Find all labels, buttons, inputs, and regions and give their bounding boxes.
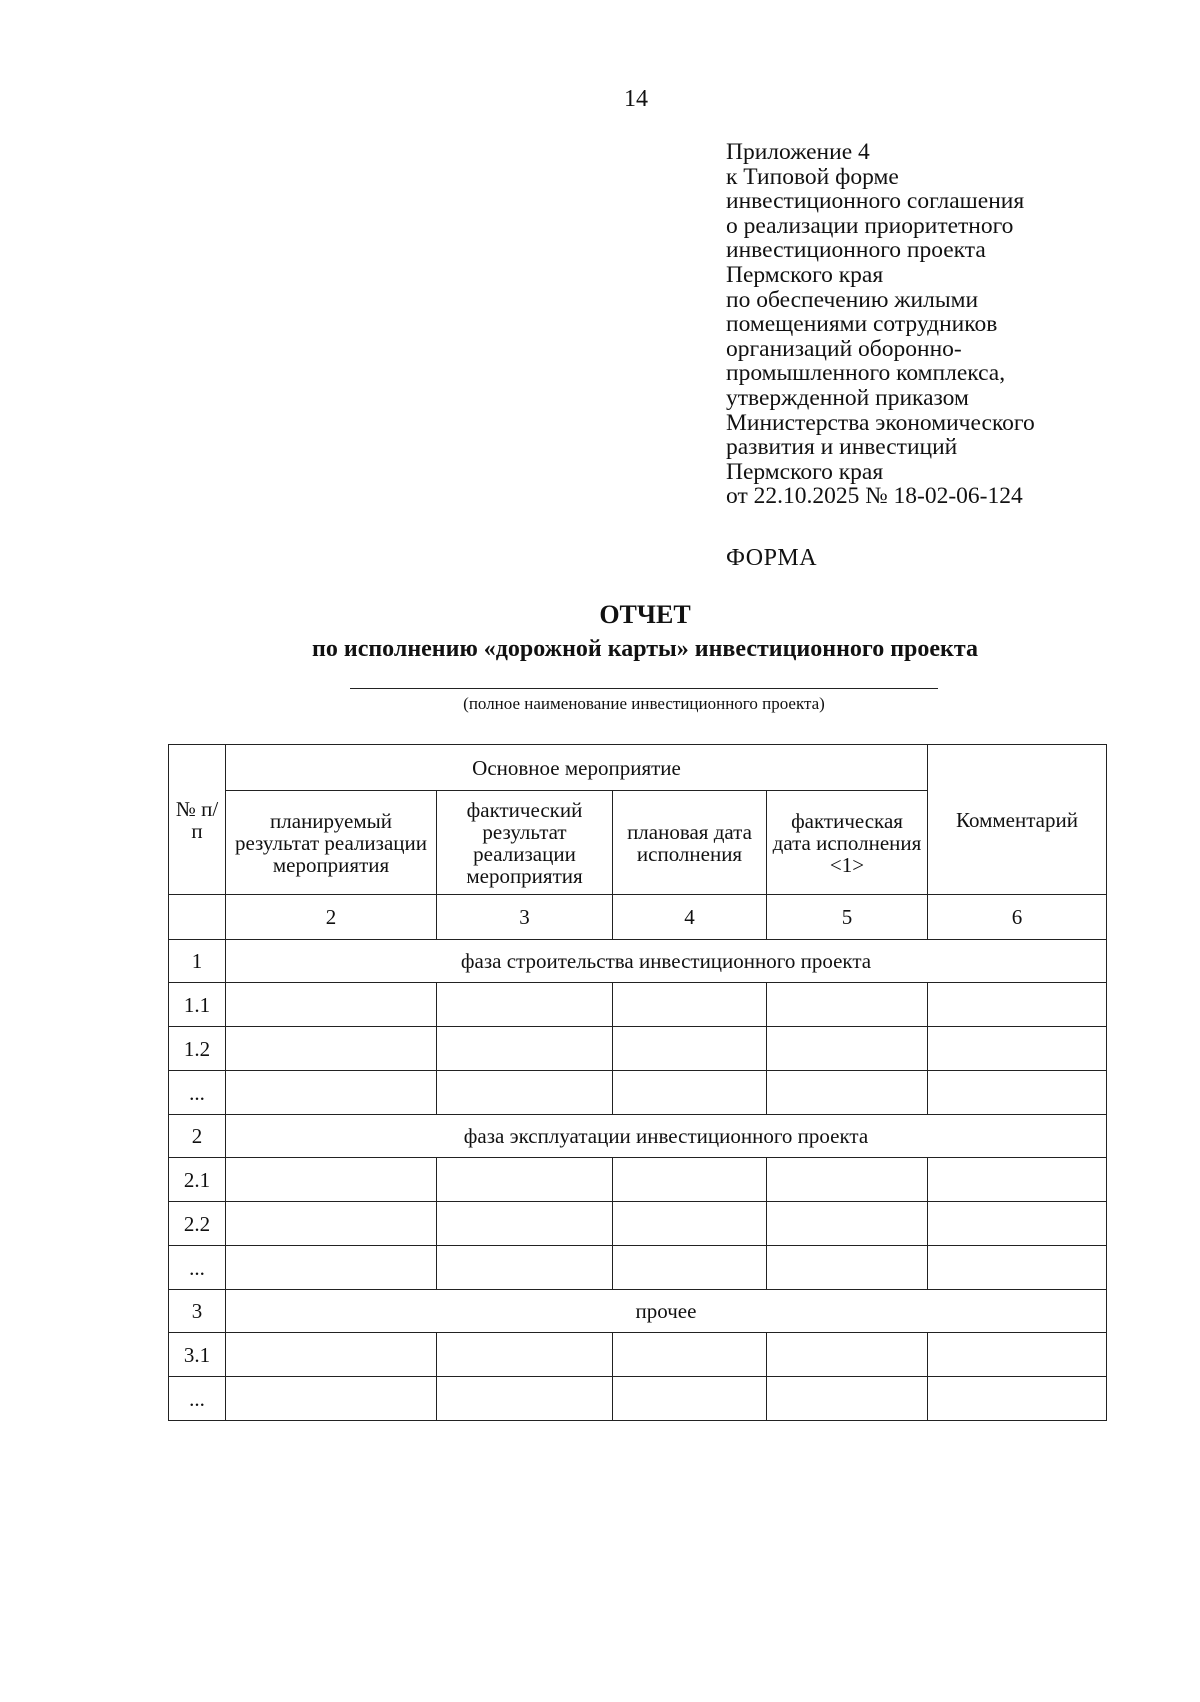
appendix-line: инвестиционного проекта (726, 237, 986, 264)
appendix-line: Пермского края (726, 261, 884, 288)
section-title: прочее (226, 1290, 1107, 1333)
empty-cell[interactable] (226, 983, 437, 1027)
row-number: 1.1 (169, 983, 226, 1027)
empty-cell[interactable] (767, 1027, 928, 1071)
empty-cell[interactable] (226, 1027, 437, 1071)
report-subtitle: по исполнению «дорожной карты» инвестиционного проекта (312, 636, 978, 662)
table-row (169, 1027, 1107, 1071)
appendix-line: к Типовой форме (726, 163, 899, 190)
table-row (169, 1158, 1107, 1202)
appendix-line: организаций оборонно- (726, 335, 962, 362)
empty-cell[interactable] (226, 1377, 437, 1421)
appendix-line: по обеспечению жилыми (726, 286, 979, 313)
table-row (169, 1071, 1107, 1115)
row-number: 3 (169, 1290, 226, 1333)
roadmap-table-body (169, 940, 1107, 1421)
project-name-line[interactable] (350, 688, 938, 689)
appendix-line: промышленного комплекса, (726, 360, 1006, 387)
empty-cell[interactable] (613, 1333, 767, 1377)
column-number: 5 (767, 895, 928, 940)
empty-cell[interactable] (767, 1202, 928, 1246)
empty-cell[interactable] (767, 1377, 928, 1421)
row-number: 2.2 (169, 1202, 226, 1246)
column-numbers-row (169, 895, 1107, 940)
appendix-line: Пермского края (726, 458, 884, 485)
section-title: фаза строительства инвестиционного проекта (226, 940, 1107, 983)
empty-cell[interactable] (437, 1158, 613, 1202)
col-header-number: № п/п (169, 745, 226, 895)
row-number: 3.1 (169, 1333, 226, 1377)
empty-cell[interactable] (437, 1246, 613, 1290)
column-number: 3 (437, 895, 613, 940)
table-row (169, 1246, 1107, 1290)
roadmap-table (168, 744, 1107, 1421)
empty-cell[interactable] (767, 1333, 928, 1377)
row-number: ... (169, 1246, 226, 1290)
empty-cell[interactable] (437, 1202, 613, 1246)
empty-cell[interactable] (226, 1071, 437, 1115)
empty-cell[interactable] (437, 1071, 613, 1115)
appendix-line: Приложение 4 (726, 139, 870, 165)
section-row (169, 1290, 1107, 1333)
empty-cell[interactable] (613, 1071, 767, 1115)
appendix-line: помещениями сотрудников (726, 311, 998, 338)
section-row (169, 1115, 1107, 1158)
empty-cell[interactable] (767, 1158, 928, 1202)
empty-cell[interactable] (928, 1246, 1107, 1290)
row-number: ... (169, 1071, 226, 1115)
table-row (169, 1202, 1107, 1246)
row-number: ... (169, 1377, 226, 1421)
row-number: 1.2 (169, 1027, 226, 1071)
empty-cell[interactable] (613, 1158, 767, 1202)
empty-cell[interactable] (226, 1158, 437, 1202)
appendix-line: Министерства экономического (726, 409, 1035, 436)
col-header-planned-result: планируемый результат реализации мероприятия (226, 791, 437, 895)
empty-cell[interactable] (928, 1202, 1107, 1246)
appendix-line: от 22.10.2025 № 18-02-06-124 (726, 483, 1023, 510)
empty-cell[interactable] (928, 1158, 1107, 1202)
row-number: 2 (169, 1115, 226, 1158)
column-number: 4 (613, 895, 767, 940)
table-row (169, 1377, 1107, 1421)
appendix-block (726, 140, 1166, 509)
section-title: фаза эксплуатации инвестиционного проекта (226, 1115, 1107, 1158)
table-row (169, 983, 1107, 1027)
empty-cell[interactable] (613, 1377, 767, 1421)
empty-cell[interactable] (928, 983, 1107, 1027)
empty-cell[interactable] (437, 1333, 613, 1377)
section-row (169, 940, 1107, 983)
col-header-actual-result: фактический результат реализации мероприятия (437, 791, 613, 895)
form-label: ФОРМА (726, 545, 818, 571)
empty-cell[interactable] (437, 1027, 613, 1071)
empty-cell[interactable] (226, 1333, 437, 1377)
report-title: ОТЧЕТ (599, 600, 691, 629)
empty-cell[interactable] (226, 1246, 437, 1290)
empty-cell[interactable] (613, 983, 767, 1027)
column-number: 6 (928, 895, 1107, 940)
column-number: 2 (226, 895, 437, 940)
empty-cell[interactable] (437, 983, 613, 1027)
table-row (169, 1333, 1107, 1377)
appendix-line: развития и инвестиций (726, 434, 958, 461)
empty-cell[interactable] (767, 983, 928, 1027)
appendix-line: инвестиционного соглашения (726, 188, 1025, 215)
col-header-actual-date: фактическая дата исполнения <1> (767, 791, 928, 895)
empty-cell[interactable] (767, 1071, 928, 1115)
col-header-planned-date: плановая дата исполнения (613, 791, 767, 895)
column-number (169, 895, 226, 940)
empty-cell[interactable] (928, 1027, 1107, 1071)
empty-cell[interactable] (613, 1202, 767, 1246)
col-header-main-activity: Основное мероприятие (226, 745, 928, 791)
page-number: 14 (624, 86, 648, 112)
empty-cell[interactable] (613, 1246, 767, 1290)
project-name-caption: (полное наименование инвестиционного проекта) (463, 694, 825, 713)
empty-cell[interactable] (928, 1071, 1107, 1115)
empty-cell[interactable] (928, 1333, 1107, 1377)
empty-cell[interactable] (767, 1246, 928, 1290)
empty-cell[interactable] (928, 1377, 1107, 1421)
appendix-line: о реализации приоритетного (726, 212, 1014, 239)
empty-cell[interactable] (613, 1027, 767, 1071)
col-header-comment: Комментарий (928, 745, 1107, 895)
row-number: 1 (169, 940, 226, 983)
row-number: 2.1 (169, 1158, 226, 1202)
appendix-line: утвержденной приказом (726, 384, 969, 411)
empty-cell[interactable] (437, 1377, 613, 1421)
empty-cell[interactable] (226, 1202, 437, 1246)
